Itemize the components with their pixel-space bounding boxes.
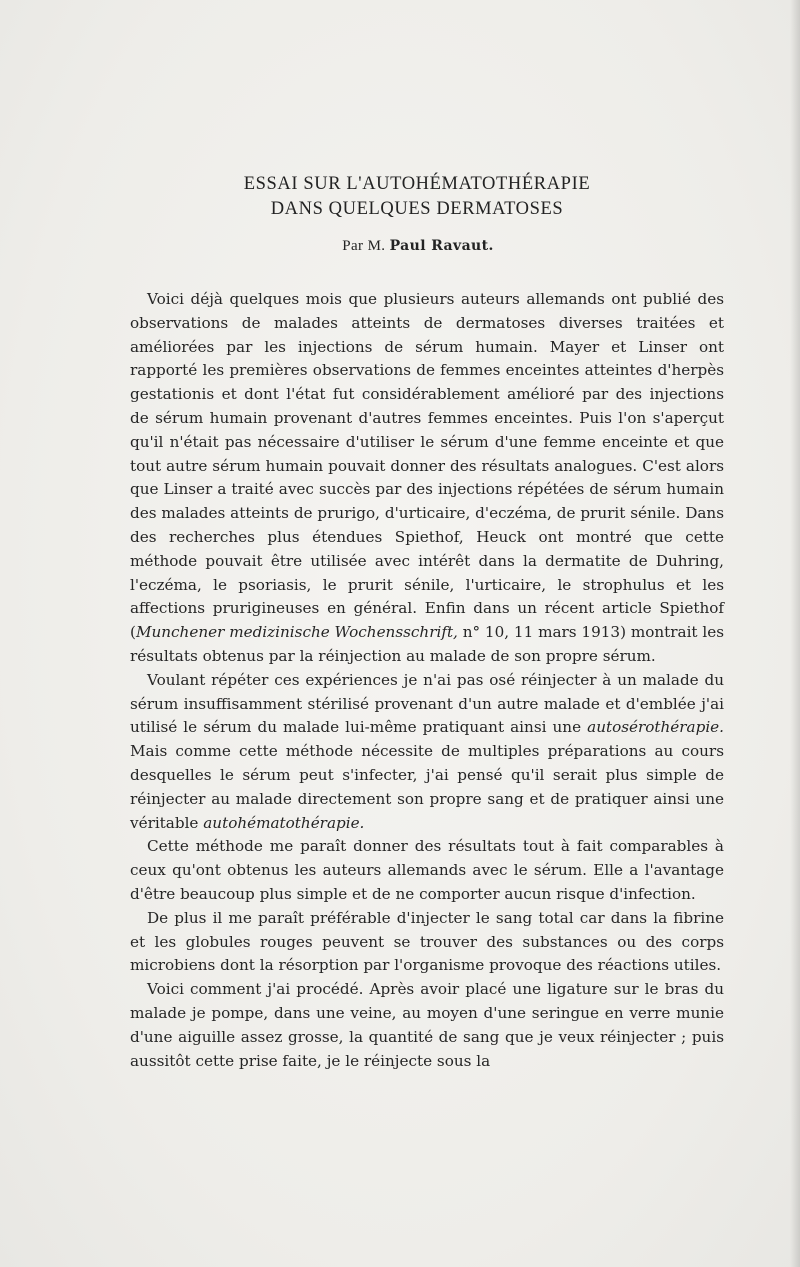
paragraph-2-term-2: autohématothérapie. <box>203 813 365 832</box>
paragraph-4: De plus il me paraît préférable d'injecter le sang total car dans la fibrine et les globules rouges peuvent se trouver des substances ou des corps microbiens dont la résorption par l'organisme provoque des réactions utiles. <box>130 908 724 975</box>
article-header <box>0 172 800 255</box>
article-title-line-2: DANS QUELQUES DERMATOSES <box>270 199 564 219</box>
article-body <box>130 288 724 1073</box>
paragraph-2-text-middle: Mais comme cette méthode nécessite de multiples préparations au cours desquelles le sérum peut s'infecter, j'ai pensé qu'il serait plus simple de réinjecter au malade directement son propre sang et de pratiquer ainsi une véritable <box>130 742 724 832</box>
paragraph-1-text-end: n° 10, 11 mars 1913) montrait les résultats obtenus par la réinjection au malade de son propre sérum. <box>130 623 725 665</box>
author-name: Paul Ravaut. <box>389 238 494 254</box>
article-byline <box>36 238 800 255</box>
paragraph-3: Cette méthode me paraît donner des résultats tout à fait comparables à ceux qu'ont obtenus les auteurs allemands avec le sérum. Elle a l'avantage d'être beaucoup plus simple et de ne comporter aucun risque d'infection. <box>130 837 724 903</box>
paragraph-2-text: Voulant répéter ces expériences je n'ai pas osé réinjecter à un malade du sérum insuffisamment stérilisé provenant d'un autre malade et d'emblée j'ai utilisé le sérum du malade lui-même pratiquant ainsi une <box>130 670 724 737</box>
paragraph-5: Voici comment j'ai procédé. Après avoir placé une ligature sur le bras du malade je pompe, dans une veine, au moyen d'une seringue en verre munie d'une aiguille assez grosse, la quantité de sang que je veux réinjecter ; puis aussitôt cette prise faite, je le réinjecte sous la <box>130 980 724 1070</box>
paragraph-1-text: Voici déjà quelques mois que plusieurs auteurs allemands ont publié des observations de malades atteints de dermatoses diverses traitées et améliorées par les injections de sérum humain. Mayer et Linser ont rapporté les premières observations de femmes enceintes atteintes d'herpès gestationis et dont l'état fut considérablement amélioré par des injections de sérum humain provenant d'autres femmes enceintes. Puis l'on s'aperçut qu'il n'était pas nécessaire d'utiliser le sérum d'une femme enceinte et que tout autre sérum humain pouvait donner des résultats analogues. C'est alors que Linser a traité avec succès par des injections répétées de sérum humain des malades atteints de prurigo, d'urticaire, d'eczéma, de prurit sénile. Dans des recherches plus étendues Spiethof, Heuck ont montré que cette méthode pouvait être utilisée avec intérêt dans la dermatite de Duhring, l'eczéma, le psoriasis, le prurit sénile, l'urticaire, le strophulus et les affections prurigineuses en général. Enfin dans un récent article Spiethof ( <box>130 290 724 642</box>
paragraph-2-term-1: autosérothérapie. <box>587 718 724 737</box>
article-title-line-1: ESSAI SUR L'AUTOHÉMATOTHÉRAPIE <box>243 174 591 194</box>
byline-prefix: Par M. <box>342 238 390 254</box>
paragraph-2 <box>130 669 724 836</box>
paragraph-1 <box>130 288 724 669</box>
paragraph-1-citation: Munchener medizinische Wochensschrift, <box>135 623 458 642</box>
